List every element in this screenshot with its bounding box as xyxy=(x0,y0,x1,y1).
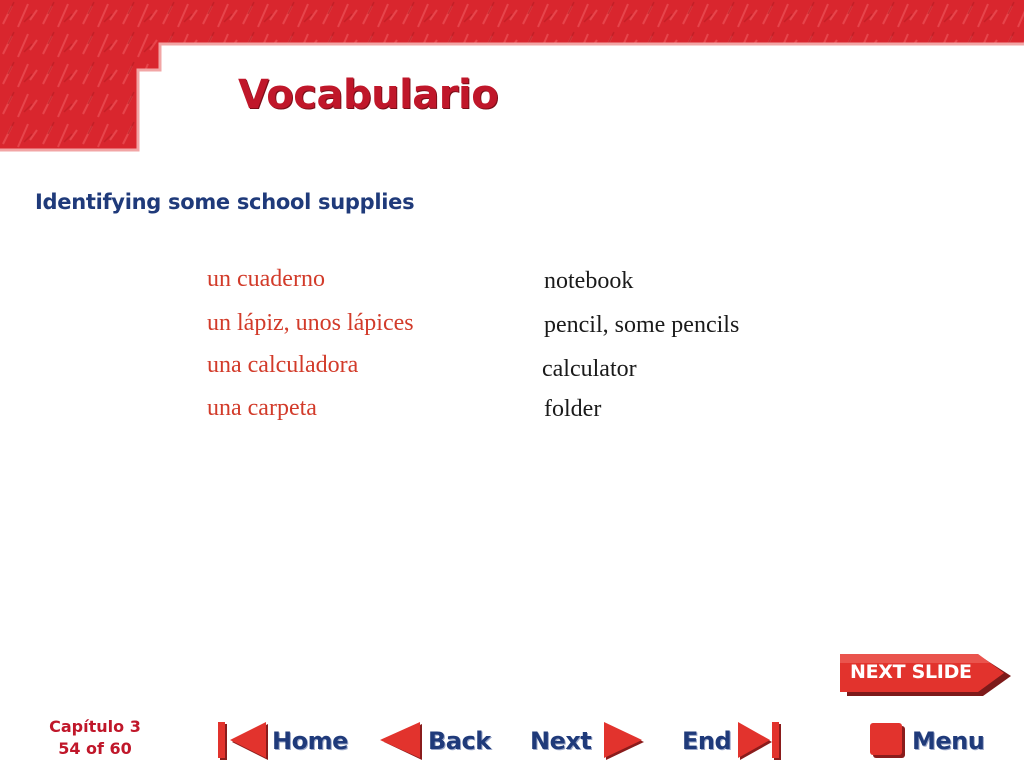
page-title: Vocabulario xyxy=(238,72,499,118)
next-arrow-icon xyxy=(600,716,650,766)
end-button[interactable] xyxy=(682,716,792,768)
next-button[interactable] xyxy=(528,716,650,768)
menu-square-icon xyxy=(868,716,908,766)
end-label: End xyxy=(682,727,732,755)
last-slide-icon xyxy=(734,716,788,766)
chapter-info xyxy=(40,716,150,760)
home-button[interactable] xyxy=(216,716,356,768)
vocab-spanish-1: un cuaderno xyxy=(207,266,325,292)
vocab-english-4: folder xyxy=(544,396,602,422)
vocab-spanish-2: un lápiz, unos lápices xyxy=(207,310,414,336)
vocab-english-1: notebook xyxy=(544,268,634,294)
back-button[interactable] xyxy=(376,716,498,768)
page-counter: 54 of 60 xyxy=(58,739,132,758)
vocab-spanish-3: una calculadora xyxy=(207,352,359,378)
next-slide-label: NEXT SLIDE xyxy=(850,661,972,683)
next-slide-button[interactable] xyxy=(840,652,1012,696)
menu-label: Menu xyxy=(912,727,985,755)
back-label: Back xyxy=(428,727,491,755)
vocab-spanish-4: una carpeta xyxy=(207,395,317,421)
header-banner xyxy=(0,0,1024,160)
section-subtitle: Identifying some school supplies xyxy=(35,190,415,214)
vocab-english-3: calculator xyxy=(542,356,637,382)
home-label: Home xyxy=(272,727,348,755)
back-arrow-icon xyxy=(376,716,426,766)
first-slide-icon xyxy=(216,716,272,766)
next-label: Next xyxy=(530,727,592,755)
banner-graphic xyxy=(0,0,1024,160)
chapter-label: Capítulo 3 xyxy=(49,717,141,736)
menu-button[interactable] xyxy=(868,716,998,768)
vocab-english-2: pencil, some pencils xyxy=(544,312,740,338)
